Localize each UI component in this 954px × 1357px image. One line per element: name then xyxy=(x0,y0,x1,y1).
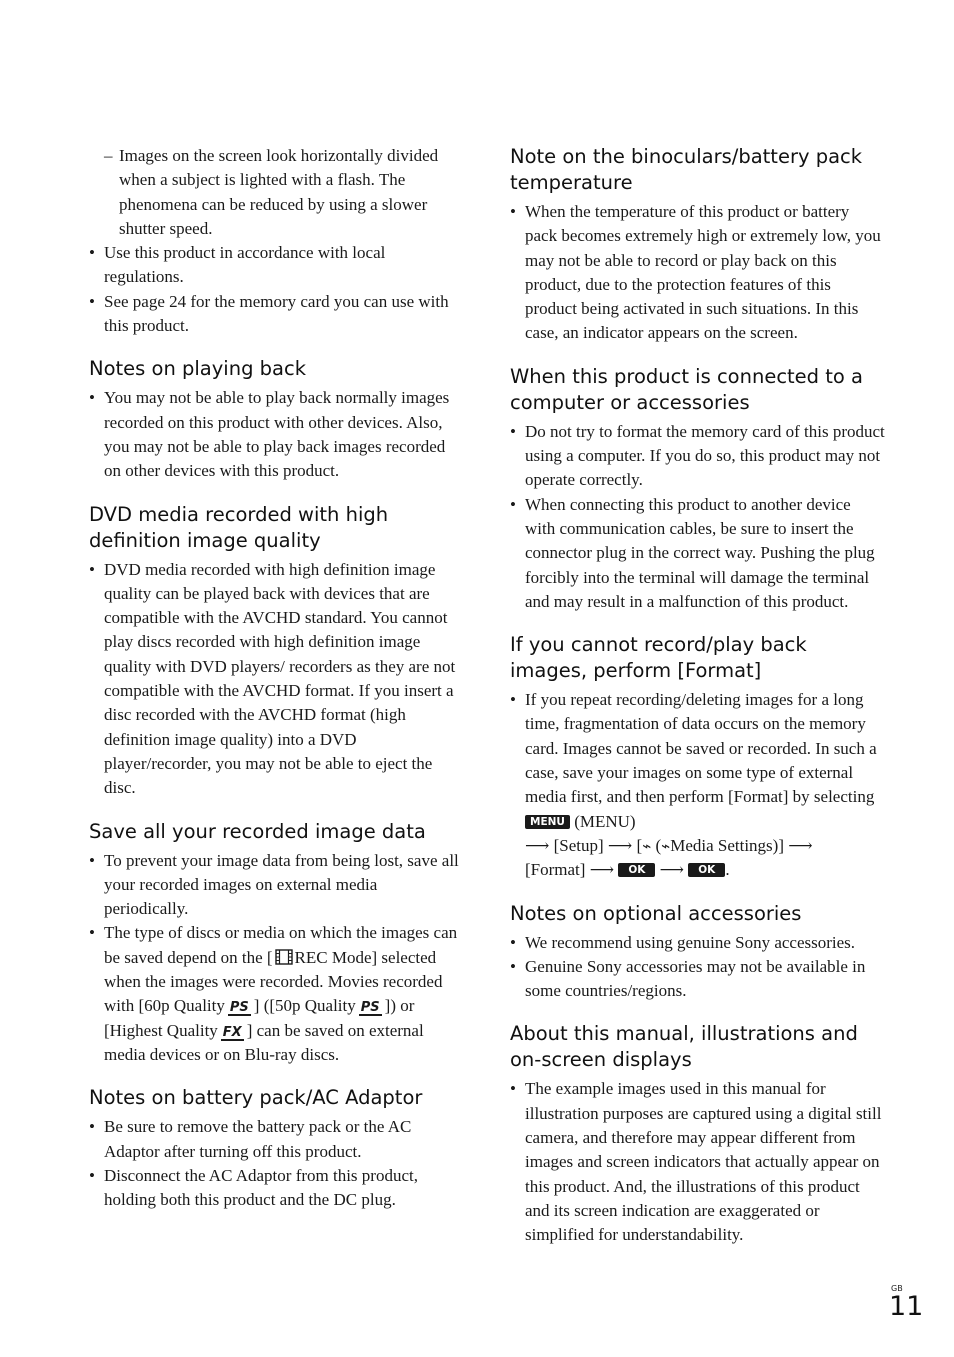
arrow-icon: ⟶ xyxy=(607,835,633,855)
manual-section xyxy=(510,1021,885,1247)
arrow-icon: ⟶ xyxy=(525,835,550,855)
media-settings-icon: ⌁ xyxy=(661,836,671,855)
text-span: ( xyxy=(651,835,662,855)
list-item: • DVD media recorded with high definition image quality can be played back with devices that are compatible with the AVCHD standard. You cannot play discs recorded with high definition image quality with DVD players/ recorders as they are not compatible with the AVCHD format. If you insert a disc recorded with the AVCHD format (high definition image quality) into a DVD player/recorder, you may not be able to eject the disc. xyxy=(89,558,461,801)
section-heading: DVD media recorded with high definition image quality xyxy=(89,502,389,552)
text-span: [Format] xyxy=(525,860,590,880)
page-language-code: GB xyxy=(891,1284,903,1293)
section-heading: Notes on playing back xyxy=(89,357,306,381)
list-item: • Be sure to remove the battery pack or the AC Adaptor after turning off this product. xyxy=(89,1115,461,1164)
section-heading: Note on the binoculars/battery pack temperature xyxy=(510,145,863,194)
ps-quality-mark: PS xyxy=(360,1000,380,1016)
section-heading: Save all your recorded image data xyxy=(89,819,426,843)
text-span: ] can be saved on external media devices or on Blu-ray discs. xyxy=(104,1020,424,1064)
list-item: – Images on the screen look horizontally divided when a subject is lighted with a flash. The phenomena can be reduced by using a slower shutter speed. xyxy=(89,144,461,241)
arrow-icon: ⟶ xyxy=(788,835,813,855)
battery-section xyxy=(89,1085,461,1212)
text-span: (MENU) xyxy=(569,811,636,831)
list-item: • You may not be able to play back normally images recorded on this product with other devices. Also, you may not be able to play back images recorded on other devices with this product. xyxy=(89,386,461,483)
text-span: [Setup] xyxy=(549,835,608,855)
arrow-icon: ⟶ xyxy=(589,860,615,880)
list-item xyxy=(510,688,885,882)
save-section xyxy=(89,819,461,1068)
text-span: REC Mode] selected when the images were recorded. Movies recorded with [60p Quality xyxy=(104,947,443,1016)
list-item: • When connecting this product to another device with communication cables, be sure to insert the connector plug in the correct way. Pushing the plug forcibly into the terminal will damage the terminal and may result in a malfunction of this product. xyxy=(510,493,885,614)
list-item: • To prevent your image data from being lost, save all your recorded images on external media periodically. xyxy=(89,849,461,922)
ok-button-icon: OK xyxy=(618,863,655,877)
list-item: • We recommend using genuine Sony accessories. xyxy=(510,931,885,955)
temperature-section xyxy=(510,144,885,346)
section-heading: About this manual, illustrations and on-screen displays xyxy=(510,1022,858,1072)
text-span: [ xyxy=(632,835,643,855)
left-column xyxy=(89,144,461,1230)
playing-back-section xyxy=(89,356,461,483)
page-number: 11 xyxy=(889,1291,924,1322)
text-span: ]) or [Highest Quality xyxy=(104,996,415,1040)
section-heading: If you cannot record/play back images, perform [Format] xyxy=(510,633,807,683)
list-item: • See page 24 for the memory card you can use with this product. xyxy=(89,290,461,339)
list-item: • Use this product in accordance with local regulations. xyxy=(89,241,461,290)
dvd-section xyxy=(89,502,461,801)
list-item: • Disconnect the AC Adaptor from this product, holding both this product and the DC plug. xyxy=(89,1164,461,1213)
setup-icon: ⌁ xyxy=(642,836,652,855)
section-heading: Notes on battery pack/AC Adaptor xyxy=(89,1086,423,1110)
text-span: Media Settings)] xyxy=(670,835,789,855)
computer-section xyxy=(510,364,885,614)
optional-accessories-section xyxy=(510,901,885,1004)
film-icon xyxy=(275,949,293,965)
list-item: • Genuine Sony accessories may not be available in some countries/regions. xyxy=(510,955,885,1004)
right-column xyxy=(510,144,885,1266)
text-span: If you repeat recording/deleting images for a long time, fragmentation of data occurs on the memory card. Images cannot be saved or recorded. In such a case, save your images on some type of external media first, and then perform [Format] by selecting xyxy=(525,690,877,807)
ps-quality-mark: PS xyxy=(229,1000,249,1016)
list-item: • Do not try to format the memory card of this product using a computer. If you do so, this product may not operate correctly. xyxy=(510,420,885,493)
text-span: ] ([50p Quality xyxy=(253,996,356,1016)
intro-section xyxy=(89,144,461,338)
text-span: The type of discs or media on which the images can be saved depend on the [ xyxy=(104,923,458,967)
format-section xyxy=(510,632,885,882)
text-span: . xyxy=(725,860,730,880)
menu-button-icon: MENU xyxy=(525,815,570,829)
section-heading: Notes on optional accessories xyxy=(510,901,802,925)
ok-button-icon: OK xyxy=(688,863,725,877)
section-heading: When this product is connected to a computer or accessories xyxy=(510,364,863,414)
arrow-icon: ⟶ xyxy=(659,860,684,880)
list-item: • The example images used in this manual for illustration purposes are captured using a digital still camera, and therefore may appear different from images and screen indicators that actually appear on this product. And, the illustrations of this product and its screen indication are exaggerated or simplified for understandability. xyxy=(510,1077,885,1247)
list-item xyxy=(89,921,461,1067)
fx-quality-mark: FX xyxy=(222,1024,242,1040)
list-item: • When the temperature of this product or battery pack becomes extremely high or extremely low, you may not be able to record or play back on this product, due to the protection features of this product being activated in such situations. In this case, an indicator appears on the screen. xyxy=(510,200,885,346)
